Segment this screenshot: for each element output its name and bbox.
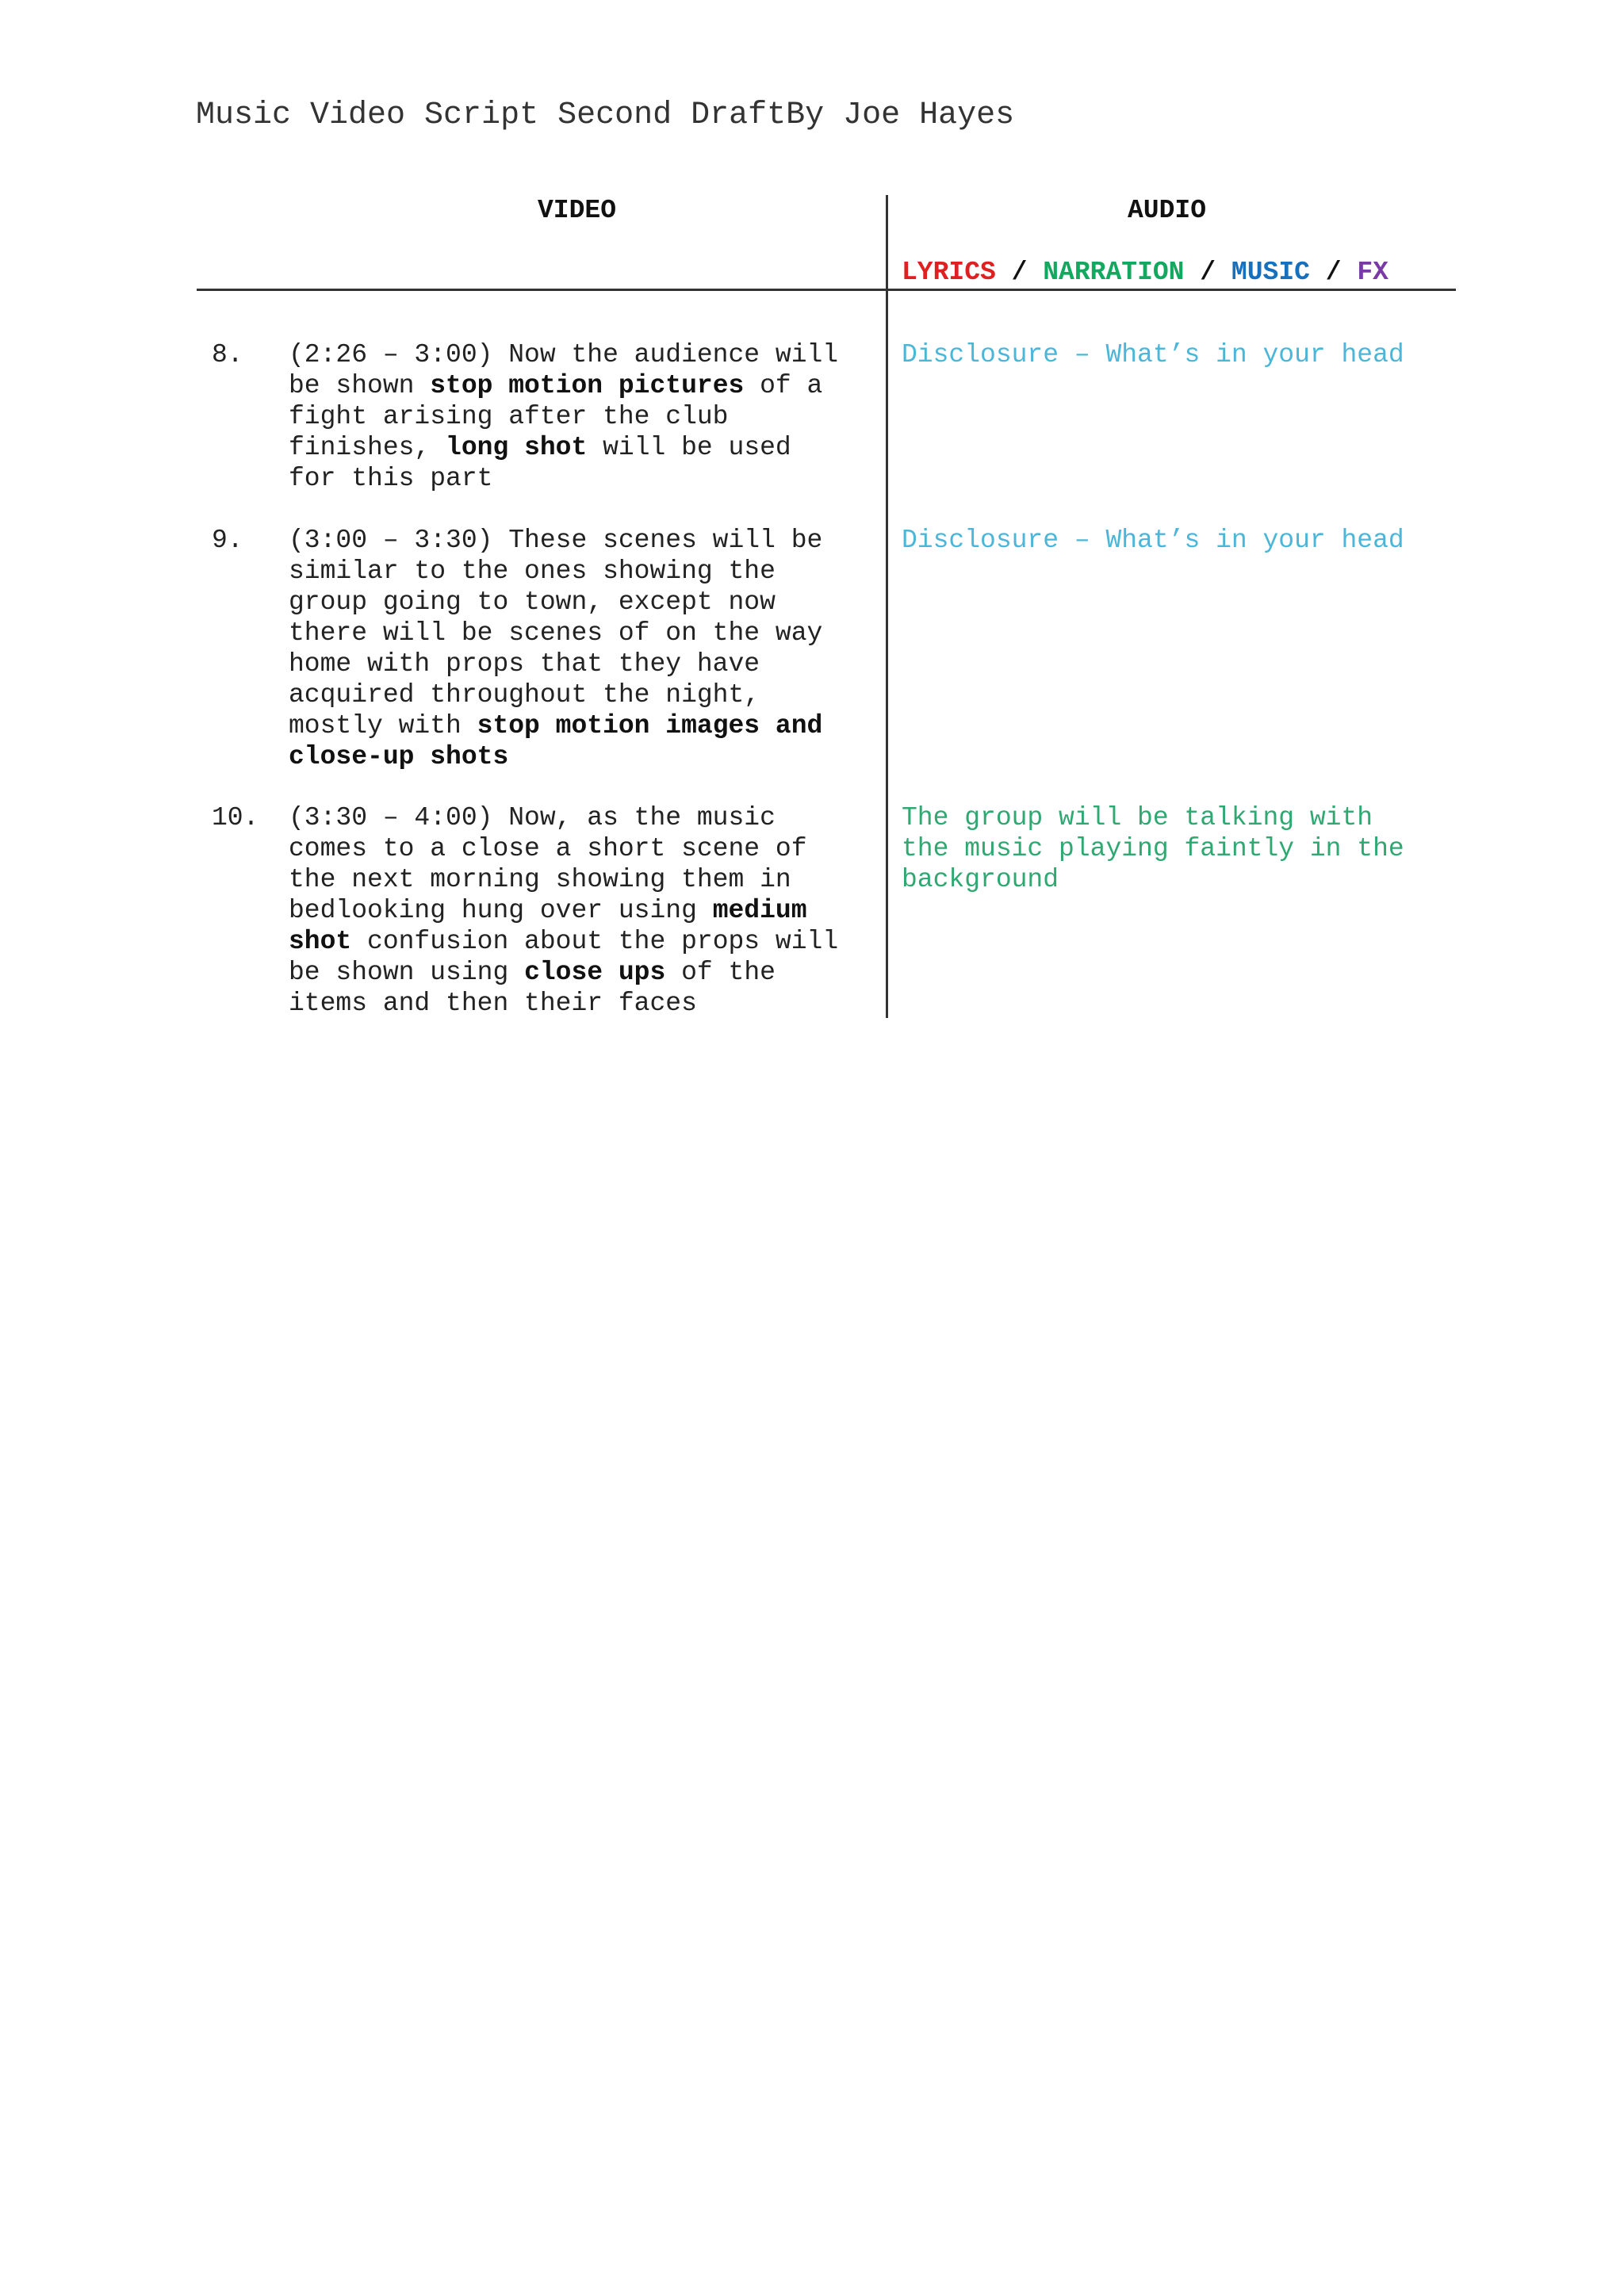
bold-term: stop motion pictures	[430, 371, 745, 400]
audio-cue: Disclosure – What’s in your head	[902, 526, 1404, 555]
bold-term: medium shot	[289, 896, 807, 956]
bold-term: long shot	[446, 433, 588, 462]
row-number: 9.	[212, 526, 243, 555]
video-column-header: VIDEO	[538, 196, 617, 225]
video-description: (3:00 – 3:30) These scenes will be similar to the ones showing the group going to town, except now there will be scenes of on the way home with props that they have acquired throughout the night, mostly with stop motion images and close-up shots	[289, 526, 823, 771]
video-description: (2:26 – 3:00) Now the audience will be shown stop motion pictures of a fight arising after the club finishes, long shot will be used for this part	[289, 340, 839, 493]
legend-narration: NARRATION	[1043, 258, 1185, 287]
document-title: Music Video Script Second DraftBy Joe Hayes	[196, 98, 1015, 133]
row-number: 8.	[212, 340, 243, 369]
bold-term: stop motion images and close-up shots	[289, 711, 823, 771]
video-description: (3:30 – 4:00) Now, as the music comes to a close a short scene of the next morning showing them in bedlooking hung over using medium shot confusion about the props will be shown using close ups of the items and then their faces	[289, 803, 839, 1018]
legend-lyrics: LYRICS	[902, 258, 996, 287]
legend-separator: /	[995, 258, 1044, 287]
audio-cue: Disclosure – What’s in your head	[902, 340, 1404, 369]
row-number: 10.	[212, 803, 259, 832]
legend-music: MUSIC	[1231, 258, 1310, 287]
audio-legend	[902, 257, 1388, 289]
audio-cue: The group will be talking with the music playing faintly in the background	[902, 803, 1404, 894]
header-divider	[197, 289, 1456, 291]
column-divider	[886, 195, 888, 1018]
audio-column-header: AUDIO	[1128, 196, 1207, 225]
legend-separator: /	[1184, 258, 1231, 287]
legend-separator: /	[1309, 258, 1358, 287]
bold-term: close ups	[524, 958, 666, 987]
legend-fx: FX	[1357, 258, 1388, 287]
